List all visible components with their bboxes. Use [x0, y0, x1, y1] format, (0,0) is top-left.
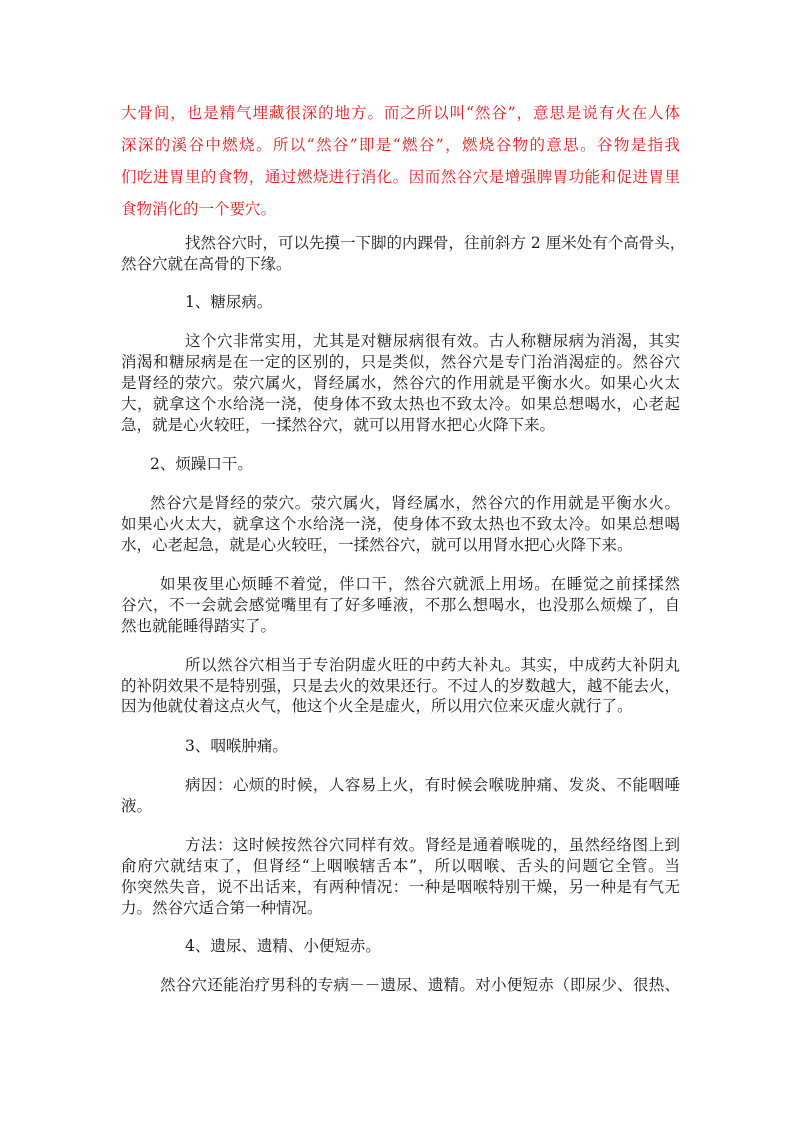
text-line: 然谷穴是肾经的荥穴。荥穴属火，肾经属水，然谷穴的作用就是平衡水火。 — [150, 494, 680, 512]
text-line: 大，就拿这个水给浇一浇，使身体不致太热也不致太冷。如果总想喝水，心老起 — [121, 395, 680, 413]
section-heading: 4、遗尿、遗精、小便短赤。 — [185, 937, 381, 955]
text-line: 液。 — [121, 797, 153, 815]
text-line: 然谷穴就在高骨的下缘。 — [121, 255, 292, 273]
text-line: 找然谷穴时，可以先摸一下脚的内踝骨，往前斜方 2 厘米处有个高骨头， — [185, 234, 686, 252]
text-line: 如果夜里心烦睡不着觉，伴口干，然谷穴就派上用场。在睡觉之前揉揉然 — [160, 575, 680, 593]
text-line: 的补阴效果不是特别强，只是去火的效果还行。不过人的岁数越大，越不能去火， — [121, 677, 680, 695]
text-line: 急，就是心火较旺，一揉然谷穴，就可以用肾水把心火降下来。 — [121, 416, 556, 434]
section-heading: 1、糖尿病。 — [185, 293, 273, 311]
text-line: 你突然失音，说不出话来，有两种情况：一种是咽喉特别干燥，另一种是有气无 — [121, 878, 680, 896]
text-line: 然谷穴还能治疗男科的专病－－遗尿、遗精。对小便短赤（即尿少、很热、 — [160, 976, 680, 994]
text-line: 大骨间，也是精气埋藏很深的地方。而之所以叫“然谷”，意思是说有火在人体 — [121, 104, 680, 122]
text-line: 然也就能睡得踏实了。 — [121, 617, 277, 635]
section-heading: 3、咽喉肿痛。 — [185, 737, 288, 755]
text-line: 水，心老起急，就是心火较旺，一揉然谷穴，就可以用肾水把心火降下来。 — [121, 536, 633, 554]
text-line: 因为他就仗着这点火气，他这个火全是虚火，所以用穴位来灭虚火就行了。 — [121, 697, 633, 715]
text-line: 病因：心烦的时候，人容易上火，有时候会喉咙肿痛、发炎、不能咽唾 — [185, 776, 680, 794]
text-line: 食物消化的一个要穴。 — [121, 200, 277, 218]
section-heading: 2、烦躁口干。 — [150, 455, 253, 473]
text-line: 方法：这时候按然谷穴同样有效。肾经是通着喉咙的，虽然经络图上到 — [185, 836, 680, 854]
text-line: 俞府穴就结束了，但肾经“上咽喉辖舌本”，所以咽喉、舌头的问题它全管。当 — [121, 857, 680, 875]
text-line: 这个穴非常实用，尤其是对糖尿病很有效。古人称糖尿病为消渴，其实 — [185, 332, 680, 350]
text-line: 力。然谷穴适合第一种情况。 — [121, 899, 323, 917]
text-line: 所以然谷穴相当于专治阴虚火旺的中药大补丸。其实，中成药大补阴丸 — [185, 656, 680, 674]
text-line: 深深的溪谷中燃烧。所以“然谷”即是“燃谷”，燃烧谷物的意思。谷物是指我 — [121, 136, 680, 154]
text-line: 谷穴，不一会就会感觉嘴里有了好多唾液，不那么想喝水，也没那么烦燥了，自 — [121, 596, 680, 614]
text-line: 消渴和糖尿病是在一定的区别的，只是类似，然谷穴是专门治消渴症的。然谷穴 — [121, 353, 680, 371]
text-line: 如果心火太大，就拿这个水给浇一浇，使身体不致太热也不致太冷。如果总想喝 — [121, 515, 680, 533]
text-line: 是肾经的荥穴。荥穴属火，肾经属水，然谷穴的作用就是平衡水火。如果心火太 — [121, 374, 680, 392]
text-line: 们吃进胃里的食物，通过燃烧进行消化。因而然谷穴是增强脾胃功能和促进胃里 — [121, 168, 680, 186]
